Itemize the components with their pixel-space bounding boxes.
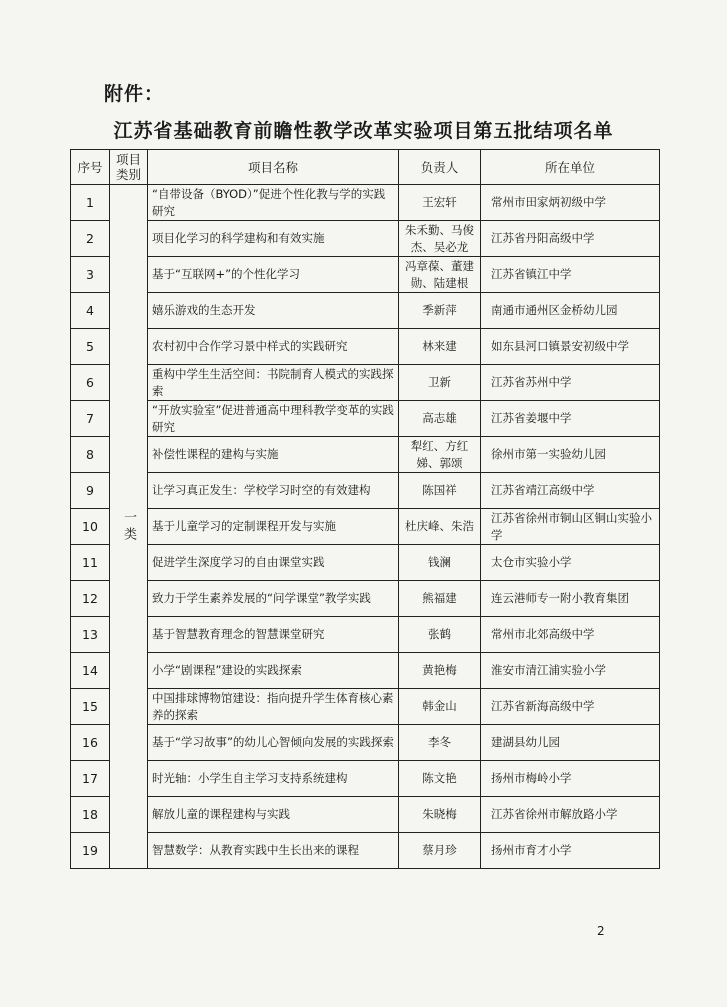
table-row — [71, 293, 660, 329]
project-unit: 常州市田家炳初级中学 — [481, 185, 660, 221]
row-number: 7 — [71, 401, 110, 437]
table-row — [71, 329, 660, 365]
table-row — [71, 797, 660, 833]
project-unit: 江苏省靖江高级中学 — [481, 473, 660, 509]
table-row — [71, 545, 660, 581]
row-number: 18 — [71, 797, 110, 833]
category-cell: 一类 — [110, 185, 148, 869]
row-number: 17 — [71, 761, 110, 797]
header-leader: 负责人 — [399, 150, 481, 185]
project-unit: 南通市通州区金桥幼儿园 — [481, 293, 660, 329]
table-row — [71, 257, 660, 293]
project-leader: 季新萍 — [399, 293, 481, 329]
project-leader: 林来建 — [399, 329, 481, 365]
project-name: 嬉乐游戏的生态开发 — [148, 293, 399, 329]
project-name: 补偿性课程的建构与实施 — [148, 437, 399, 473]
project-name: 基于智慧教育理念的智慧课堂研究 — [148, 617, 399, 653]
page-number: 2 — [597, 924, 605, 938]
table-row — [71, 689, 660, 725]
project-unit: 江苏省姜堰中学 — [481, 401, 660, 437]
header-unit: 所在单位 — [481, 150, 660, 185]
project-name: 让学习真正发生：学校学习时空的有效建构 — [148, 473, 399, 509]
project-unit: 江苏省丹阳高级中学 — [481, 221, 660, 257]
project-leader: 钱澜 — [399, 545, 481, 581]
row-number: 10 — [71, 509, 110, 545]
project-unit: 太仓市实验小学 — [481, 545, 660, 581]
project-name: 智慧数学：从教育实践中生长出来的课程 — [148, 833, 399, 869]
row-number: 19 — [71, 833, 110, 869]
row-number: 8 — [71, 437, 110, 473]
table-row — [71, 221, 660, 257]
project-unit: 江苏省镇江中学 — [481, 257, 660, 293]
row-number: 1 — [71, 185, 110, 221]
project-name: 中国排球博物馆建设：指向提升学生体育核心素养的探索 — [148, 689, 399, 725]
project-leader: 蔡月珍 — [399, 833, 481, 869]
project-name: “开放实验室”促进普通高中理科教学变革的实践研究 — [148, 401, 399, 437]
row-number: 14 — [71, 653, 110, 689]
project-name: 致力于学生素养发展的“问学课堂”教学实践 — [148, 581, 399, 617]
header-category: 项目类别 — [110, 150, 148, 185]
table-row — [71, 509, 660, 545]
project-unit: 扬州市育才小学 — [481, 833, 660, 869]
project-leader: 王宏轩 — [399, 185, 481, 221]
table-row — [71, 401, 660, 437]
project-unit: 常州市北郊高级中学 — [481, 617, 660, 653]
project-leader: 朱晓梅 — [399, 797, 481, 833]
row-number: 16 — [71, 725, 110, 761]
project-leader: 熊福建 — [399, 581, 481, 617]
project-unit: 江苏省苏州中学 — [481, 365, 660, 401]
project-name: 项目化学习的科学建构和有效实施 — [148, 221, 399, 257]
table-row — [71, 761, 660, 797]
project-leader: 陈文艳 — [399, 761, 481, 797]
project-unit: 如东县河口镇景安初级中学 — [481, 329, 660, 365]
project-unit: 连云港师专一附小教育集团 — [481, 581, 660, 617]
project-name: “自带设备（BYOD）”促进个性化教与学的实践研究 — [148, 185, 399, 221]
project-leader: 李冬 — [399, 725, 481, 761]
row-number: 6 — [71, 365, 110, 401]
table-row — [71, 581, 660, 617]
table-row — [71, 653, 660, 689]
table-row — [71, 437, 660, 473]
project-leader: 高志雄 — [399, 401, 481, 437]
project-unit: 扬州市梅岭小学 — [481, 761, 660, 797]
table-row — [71, 833, 660, 869]
project-unit: 建湖县幼儿园 — [481, 725, 660, 761]
attachment-label: 附件： — [104, 83, 165, 105]
row-number: 2 — [71, 221, 110, 257]
project-leader: 朱禾勤、马俊杰、吴必龙 — [399, 221, 481, 257]
row-number: 12 — [71, 581, 110, 617]
project-name: 基于儿童学习的定制课程开发与实施 — [148, 509, 399, 545]
project-leader: 卫新 — [399, 365, 481, 401]
table-row — [71, 365, 660, 401]
project-leader: 韩金山 — [399, 689, 481, 725]
project-leader: 张鹤 — [399, 617, 481, 653]
project-name: 基于“学习故事”的幼儿心智倾向发展的实践探索 — [148, 725, 399, 761]
project-leader: 犁红、方红娣、郭颂 — [399, 437, 481, 473]
row-number: 4 — [71, 293, 110, 329]
row-number: 13 — [71, 617, 110, 653]
project-leader: 冯章葆、董建勋、陆建根 — [399, 257, 481, 293]
table-row — [71, 473, 660, 509]
table-row — [71, 185, 660, 221]
document-title: 江苏省基础教育前瞻性教学改革实验项目第五批结项名单 — [113, 120, 614, 142]
row-number: 11 — [71, 545, 110, 581]
project-leader: 杜庆峰、朱浩 — [399, 509, 481, 545]
table-header-row — [71, 150, 660, 185]
project-name: 解放儿童的课程建构与实践 — [148, 797, 399, 833]
project-leader: 黄艳梅 — [399, 653, 481, 689]
project-name: 小学“剧课程”建设的实践探索 — [148, 653, 399, 689]
project-unit: 淮安市清江浦实验小学 — [481, 653, 660, 689]
table-row — [71, 617, 660, 653]
project-leader: 陈国祥 — [399, 473, 481, 509]
row-number: 5 — [71, 329, 110, 365]
project-table — [70, 149, 660, 869]
row-number: 9 — [71, 473, 110, 509]
project-unit: 江苏省徐州市铜山区铜山实验小学 — [481, 509, 660, 545]
project-unit: 徐州市第一实验幼儿园 — [481, 437, 660, 473]
project-name: 重构中学生生活空间：书院制育人模式的实践探索 — [148, 365, 399, 401]
table-row — [71, 725, 660, 761]
project-name: 农村初中合作学习景中样式的实践研究 — [148, 329, 399, 365]
header-no: 序号 — [71, 150, 110, 185]
row-number: 15 — [71, 689, 110, 725]
project-name: 时光轴：小学生自主学习支持系统建构 — [148, 761, 399, 797]
header-name: 项目名称 — [148, 150, 399, 185]
project-name: 促进学生深度学习的自由课堂实践 — [148, 545, 399, 581]
project-unit: 江苏省新海高级中学 — [481, 689, 660, 725]
row-number: 3 — [71, 257, 110, 293]
table-body — [71, 185, 660, 869]
project-name: 基于“互联网+”的个性化学习 — [148, 257, 399, 293]
project-unit: 江苏省徐州市解放路小学 — [481, 797, 660, 833]
